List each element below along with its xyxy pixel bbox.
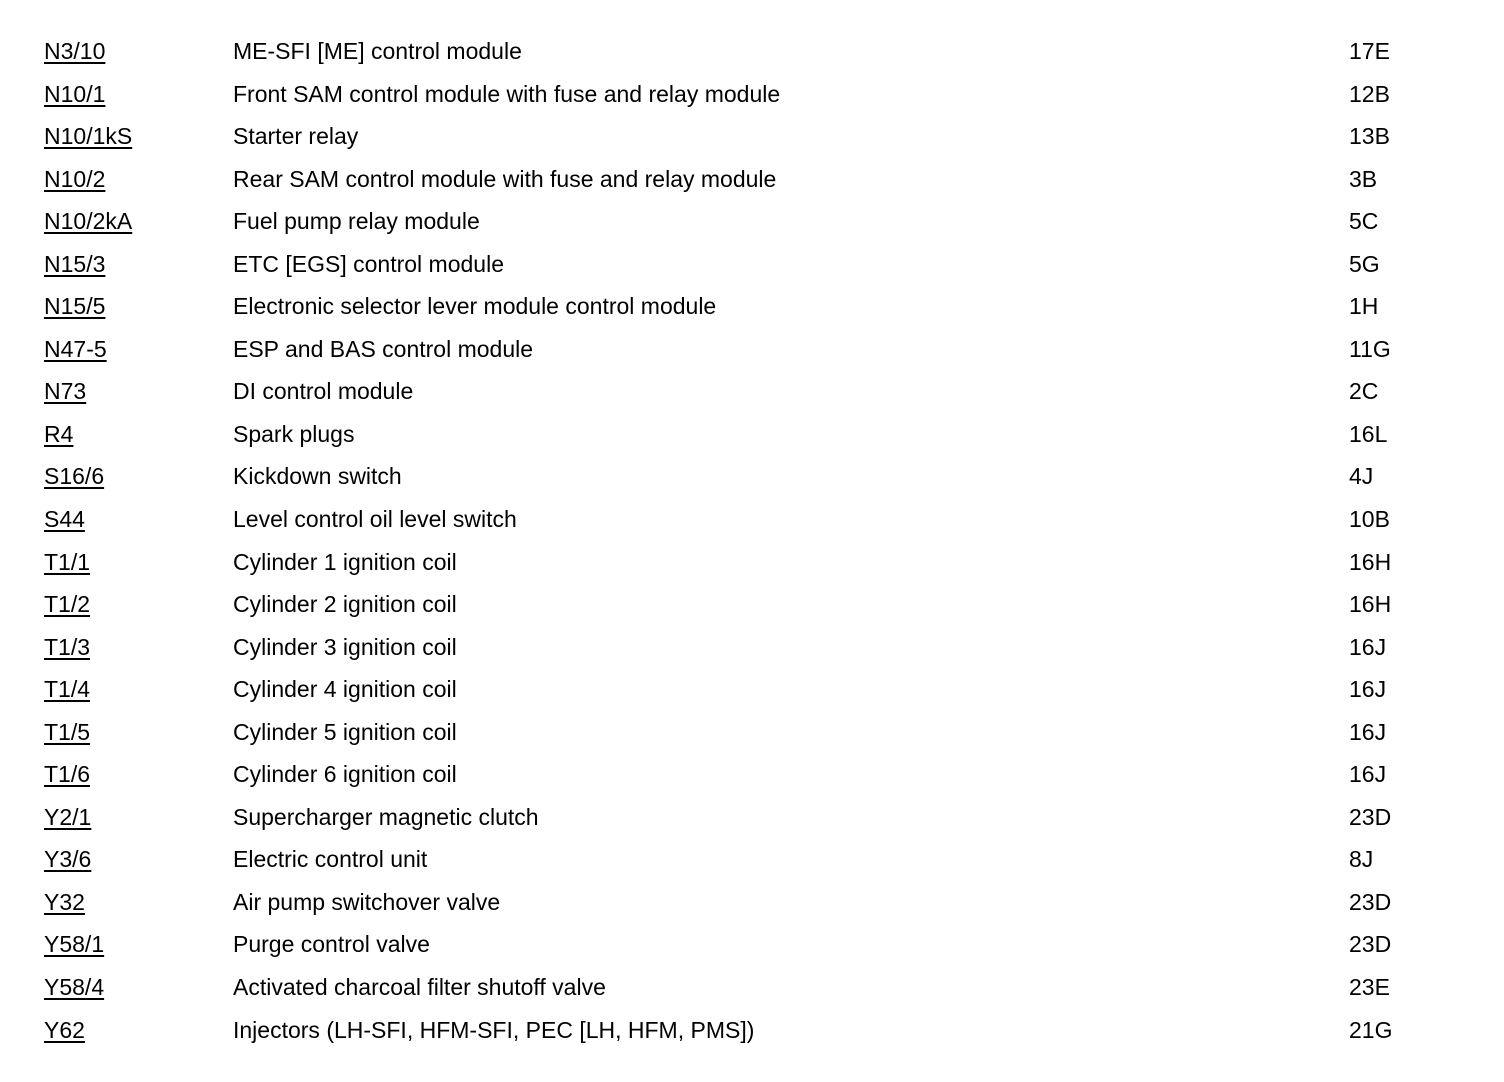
component-code-link[interactable]: N3/10 [44, 38, 106, 64]
legend-row [0, 328, 1504, 371]
component-code-link[interactable]: T1/5 [44, 718, 91, 745]
component-code-link[interactable]: Y2/1 [44, 803, 92, 830]
grid-location: 4J [1349, 463, 1374, 490]
component-description: Activated charcoal filter shutoff valve [233, 974, 606, 1001]
legend-row [0, 455, 1504, 498]
component-code-link[interactable]: T1/3 [44, 633, 91, 660]
legend-row [0, 583, 1504, 626]
grid-location: 17E [1349, 38, 1390, 64]
component-code-link[interactable]: T1/4 [44, 676, 91, 703]
legend-row [0, 838, 1504, 881]
component-code-link[interactable]: Y58/4 [44, 974, 105, 1001]
legend-row [0, 115, 1504, 158]
legend-row [0, 498, 1504, 541]
component-description: Cylinder 1 ignition coil [233, 548, 457, 575]
component-description: Level control oil level switch [233, 506, 517, 533]
grid-location: 16L [1349, 420, 1388, 447]
grid-location: 8J [1349, 846, 1374, 873]
component-code-link[interactable]: T1/2 [44, 591, 91, 618]
legend-row [0, 626, 1504, 669]
component-description: Cylinder 4 ignition coil [233, 676, 457, 703]
component-description: Fuel pump relay module [233, 208, 480, 235]
legend-row [0, 73, 1504, 116]
component-description: ESP and BAS control module [233, 335, 534, 362]
legend-row [0, 923, 1504, 966]
component-code-link[interactable]: N10/1 [44, 80, 106, 107]
grid-location: 1H [1349, 293, 1379, 320]
component-code-link[interactable]: S44 [44, 506, 85, 533]
legend-row [0, 370, 1504, 413]
component-description: ME-SFI [ME] control module [233, 38, 522, 64]
legend-row [0, 413, 1504, 456]
component-description: ETC [EGS] control module [233, 250, 504, 277]
component-description: Cylinder 2 ignition coil [233, 591, 457, 618]
grid-location: 10B [1349, 506, 1390, 533]
component-description: Front SAM control module with fuse and relay module [233, 80, 781, 107]
grid-location: 16H [1349, 548, 1392, 575]
component-description: Supercharger magnetic clutch [233, 803, 539, 830]
grid-location: 23D [1349, 931, 1392, 958]
component-description: Kickdown switch [233, 463, 402, 490]
legend-row [0, 200, 1504, 243]
legend-row [0, 30, 1504, 73]
legend-row [0, 243, 1504, 286]
legend-row [0, 158, 1504, 201]
component-code-link[interactable]: N10/2 [44, 165, 106, 192]
grid-location: 16J [1349, 633, 1387, 660]
legend-row [0, 966, 1504, 1009]
component-description: Electronic selector lever module control module [233, 293, 717, 320]
component-code-link[interactable]: Y62 [44, 1016, 85, 1043]
legend-row [0, 753, 1504, 796]
component-code-link[interactable]: N47-5 [44, 335, 107, 362]
grid-location: 23D [1349, 803, 1392, 830]
grid-location: 11G [1349, 335, 1391, 362]
component-code-link[interactable]: Y3/6 [44, 846, 92, 873]
grid-location: 23E [1349, 974, 1390, 1001]
grid-location: 13B [1349, 123, 1390, 150]
legend-row [0, 668, 1504, 711]
component-code-link[interactable]: S16/6 [44, 463, 105, 490]
component-code-link[interactable]: Y32 [44, 888, 85, 915]
grid-location: 23D [1349, 888, 1392, 915]
component-code-link[interactable]: T1/6 [44, 761, 91, 788]
grid-location: 3B [1349, 165, 1378, 192]
component-code-link[interactable]: T1/1 [44, 548, 91, 575]
component-description: Rear SAM control module with fuse and relay module [233, 165, 777, 192]
grid-location: 16J [1349, 676, 1387, 703]
component-code-link[interactable]: N73 [44, 378, 87, 405]
component-code-link[interactable]: R4 [44, 420, 74, 447]
component-description: Purge control valve [233, 931, 430, 958]
grid-location: 5C [1349, 208, 1379, 235]
legend-row [0, 285, 1504, 328]
component-code-link[interactable]: Y58/1 [44, 931, 105, 958]
component-code-link[interactable]: N10/2kA [44, 208, 133, 235]
component-description: Cylinder 6 ignition coil [233, 761, 457, 788]
component-description: Spark plugs [233, 420, 355, 447]
component-description: Air pump switchover valve [233, 888, 501, 915]
grid-location: 5G [1349, 250, 1380, 277]
component-description: Starter relay [233, 123, 359, 150]
grid-location: 21G [1349, 1016, 1393, 1043]
legend-row [0, 541, 1504, 584]
grid-location: 2C [1349, 378, 1379, 405]
component-description: Injectors (LH-SFI, HFM-SFI, PEC [LH, HFM, PMS]) [233, 1016, 755, 1043]
legend-row [0, 1009, 1504, 1052]
component-code-link[interactable]: N10/1kS [44, 123, 133, 150]
component-description: Cylinder 5 ignition coil [233, 718, 457, 745]
grid-location: 16J [1349, 718, 1387, 745]
component-description: Electric control unit [233, 846, 428, 873]
grid-location: 16J [1349, 761, 1387, 788]
component-description: Cylinder 3 ignition coil [233, 633, 457, 660]
component-code-link[interactable]: N15/3 [44, 250, 106, 277]
legend-row [0, 796, 1504, 839]
legend-row [0, 711, 1504, 754]
legend-row [0, 881, 1504, 924]
component-code-link[interactable]: N15/5 [44, 293, 106, 320]
grid-location: 16H [1349, 591, 1392, 618]
component-description: DI control module [233, 378, 414, 405]
component-legend-list [0, 30, 1504, 1051]
grid-location: 12B [1349, 80, 1390, 107]
